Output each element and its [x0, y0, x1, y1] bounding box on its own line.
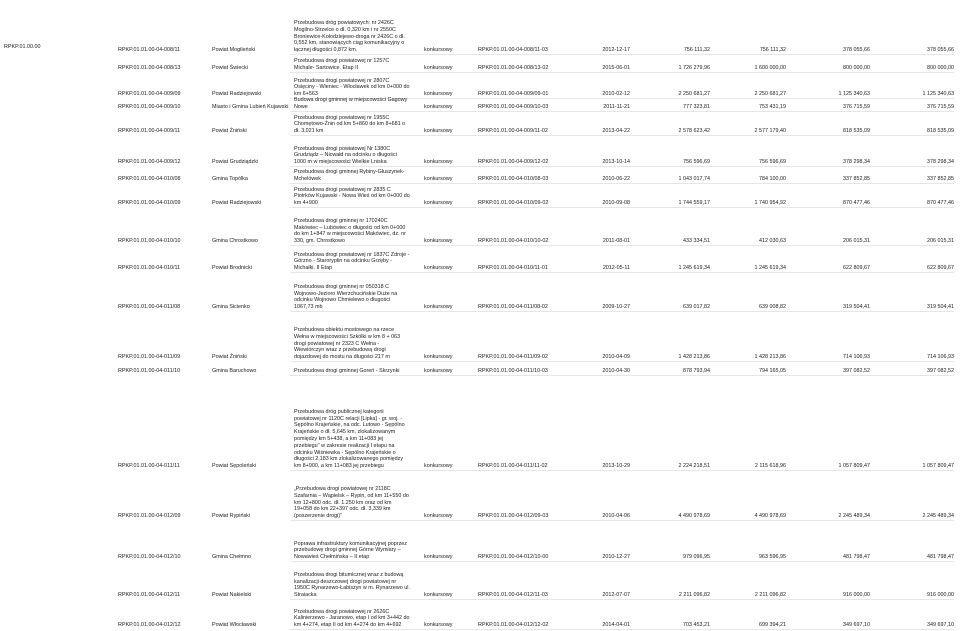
row-title: Przebudowa drogi powiatowej nr 2626C Kalinierzewo - Jaranowo, etap I od km 3+442 do km 4+274, etap II od km 4+274 do km 4+692	[294, 608, 410, 629]
row-mode: konkursowy	[424, 304, 453, 311]
row-total-value: 1 726 279,96	[678, 65, 710, 72]
row-erdf: 1 057 809,47	[922, 463, 954, 470]
row-contract: RPKP.01.01.00-04-010/10-02	[478, 238, 549, 245]
row-mode: konkursowy	[424, 128, 453, 135]
row-funding: 1 057 809,47	[838, 463, 870, 470]
row-code: RPKP.01.01.00-04-010/11	[118, 265, 181, 272]
row-applicant: Powiat Rypiński	[212, 513, 251, 520]
row-title: Przebudowa drogi powiatowej Nr 1380C Grudziądz – Nicwałd na odcinku o długości 1000 m w miejscowości Wielkie Lniska	[294, 145, 397, 166]
row-code: RPKP.01.01.00-04-009/10	[118, 104, 181, 111]
row-eligible-value: 2 115 618,96	[754, 463, 786, 470]
row-applicant: Powiat Świecki	[212, 65, 248, 72]
row-eligible-value: 699 394,21	[759, 622, 786, 629]
row-title: Przebudowa drogi powiatowej nr 1955C Chomętowo-Żnin od km 5+860 do km 8+681 o dł. 3,021 km	[294, 114, 406, 135]
row-funding: 870 477,46	[843, 200, 870, 207]
row-erdf: 319 504,41	[927, 304, 954, 311]
row-code: RPKP.01.01.00-04-011/09	[118, 354, 181, 361]
row-erdf: 714 106,93	[927, 354, 954, 361]
row-eligible-value: 412 030,63	[759, 238, 786, 245]
row-mode: konkursowy	[424, 65, 453, 72]
row-contract: RPKP.01.01.00-04-008/11-03	[478, 47, 548, 54]
row-mode: konkursowy	[424, 354, 453, 361]
row-title: Przebudowa drogi powiatowej nr 1257C Michale- Sartowice. Etap II	[294, 58, 390, 72]
row-date: 2010-02-12	[602, 91, 630, 98]
row-code: RPKP.01.01.00-04-012/11	[118, 592, 181, 599]
row-erdf: 206 015,31	[927, 238, 954, 245]
row-applicant: Powiat Sępoleński	[212, 463, 257, 470]
row-eligible-value: 756 111,32	[759, 47, 786, 54]
row-mode: konkursowy	[424, 91, 453, 98]
row-erdf: 622 809,67	[927, 265, 954, 272]
row-contract: RPKP.01.01.00-04-010/09-02	[478, 200, 549, 207]
row-date: 2013-10-29	[602, 463, 630, 470]
row-erdf: 916 000,00	[927, 592, 954, 599]
row-mode: konkursowy	[424, 265, 453, 272]
row-eligible-value: 4 490 978,69	[754, 513, 786, 520]
row-erdf: 2 245 489,34	[922, 513, 954, 520]
row-eligible-value: 784 100,00	[759, 176, 786, 183]
row-funding: 916 000,00	[843, 592, 870, 599]
row-contract: RPKP.01.01.00-04-008/13-02	[478, 65, 549, 72]
row-eligible-value: 2 250 681,27	[754, 91, 786, 98]
row-funding: 714 106,93	[843, 354, 870, 361]
row-funding: 349 697,10	[843, 622, 870, 629]
row-code: RPKP.01.01.00-04-012/12	[118, 622, 181, 629]
row-title: Przebudowa drogi powiatowej nr 1837C Zdroje - Górzno - Staroryplin na odcinku Grzęby - Michałki. II Etap	[294, 251, 410, 272]
row-total-value: 878 793,94	[683, 368, 710, 375]
row-erdf: 378 055,66	[927, 47, 954, 54]
row-applicant: Powiat Żniński	[212, 354, 247, 361]
row-mode: konkursowy	[424, 554, 453, 561]
row-date: 2011-08-01	[602, 238, 630, 245]
row-mode: konkursowy	[424, 104, 453, 111]
row-date: 2014-04-01	[602, 622, 630, 629]
row-date: 2013-10-14	[602, 159, 630, 166]
row-divider	[290, 629, 954, 630]
row-code: RPKP.01.01.00-04-010/09	[118, 200, 181, 207]
row-applicant: Powiat Mogileński	[212, 47, 256, 54]
row-eligible-value: 1 428 213,86	[754, 354, 786, 361]
row-funding: 397 082,52	[843, 368, 870, 375]
row-total-value: 639 017,82	[683, 304, 710, 311]
row-total-value: 1 428 213,86	[678, 354, 710, 361]
row-date: 2010-04-06	[602, 513, 630, 520]
row-total-value: 1 245 619,34	[678, 265, 710, 272]
row-contract: RPKP.01.01.00-04-010/08-03	[478, 176, 549, 183]
row-funding: 376 715,59	[843, 104, 870, 111]
row-contract: RPKP.01.01.00-04-009/10-03	[478, 104, 549, 111]
row-erdf: 337 852,85	[927, 176, 954, 183]
row-applicant: Gmina Chełmno	[212, 554, 251, 561]
side-label: RPKP.01.00.00	[4, 44, 41, 50]
row-title: Przebudowa drogi gminnej nr 050318 C Wojnowo-Jezioro Wierzchucińskie Duże na odcinku Wojnowo Chmielewo o długości 1067,73 mb	[294, 283, 398, 311]
row-applicant: Powiat Radziejowski	[212, 200, 262, 207]
row-eligible-value: 1 600 000,00	[754, 65, 786, 72]
row-applicant: Gmina Topólka	[212, 176, 248, 183]
row-contract: RPKP.01.01.00-04-010/11-01	[478, 265, 548, 272]
row-total-value: 2 224 218,51	[678, 463, 710, 470]
row-eligible-value: 1 245 619,34	[754, 265, 786, 272]
row-date: 2010-04-09	[602, 354, 630, 361]
row-erdf: 818 535,09	[927, 128, 954, 135]
row-funding: 1 125 340,63	[838, 91, 870, 98]
row-title: Przebudowa dróg publicznej kategorii powiatowej nr 1120C relacji [Lipka] - gr. woj. - Sępólno Krajeńskie, na odc. Lutowo - Sępólno Krajeńskie o dł. 5,645 km, zlokalizowanym pomiędzy km 5+438, a km 11+083 jej przebiegu" w zakresie realizacji I etapu na odcinku Wiśniewka - Sępólno Krajeńskie o długości 2,183 km zlokalizowanego pomiędzy km 8+900, a km 11+083 jej przebiegu	[294, 408, 405, 470]
row-funding: 337 852,85	[843, 176, 870, 183]
row-funding: 818 535,09	[843, 128, 870, 135]
row-code: RPKP.01.01.00-04-009/09	[118, 91, 181, 98]
row-contract: RPKP.01.01.00-04-011/08-02	[478, 304, 548, 311]
row-applicant: Powiat Brodnicki	[212, 265, 252, 272]
row-funding: 378 298,34	[843, 159, 870, 166]
row-code: RPKP.01.01.00-04-009/11	[118, 128, 181, 135]
row-applicant: Gmina Sicienko	[212, 304, 250, 311]
row-mode: konkursowy	[424, 238, 453, 245]
row-contract: RPKP.01.01.00-04-012/11-03	[478, 592, 548, 599]
row-mode: konkursowy	[424, 513, 453, 520]
row-total-value: 1 043 017,74	[678, 176, 710, 183]
row-funding: 622 809,67	[843, 265, 870, 272]
row-total-value: 1 744 559,17	[678, 200, 710, 207]
row-erdf: 1 125 340,63	[922, 91, 954, 98]
row-eligible-value: 2 211 096,82	[754, 592, 786, 599]
row-contract: RPKP.01.01.00-04-011/10-03	[478, 368, 548, 375]
row-code: RPKP.01.01.00-04-012/10	[118, 554, 181, 561]
row-title: Poprawa infrastruktury komunikacyjnej poprzez przebudowę drogi gminnej Górne Wymiary – Nowawieś Chełmińska – II etap	[294, 540, 407, 561]
row-applicant: Powiat Grudziądzki	[212, 159, 259, 166]
row-eligible-value: 753 431,19	[759, 104, 786, 111]
row-total-value: 777 323,81	[683, 104, 710, 111]
row-total-value: 2 250 681,27	[678, 91, 710, 98]
row-erdf: 376 715,59	[927, 104, 954, 111]
row-funding: 378 055,66	[843, 47, 870, 54]
row-code: RPKP.01.01.00-04-012/09	[118, 513, 181, 520]
row-code: RPKP.01.01.00-04-008/13	[118, 65, 181, 72]
row-funding: 319 504,41	[843, 304, 870, 311]
row-contract: RPKP.01.01.00-04-009/11-02	[478, 128, 548, 135]
row-title: Przebudowa drogi gminnej Rybiny-Głuszynek-Mchelówek	[294, 169, 405, 183]
row-date: 2012-05-11	[602, 265, 630, 272]
row-mode: konkursowy	[424, 463, 453, 470]
row-mode: konkursowy	[424, 47, 453, 54]
row-date: 2011-11-21	[603, 104, 630, 111]
row-contract: RPKP.01.01.00-04-009/09-01	[478, 91, 549, 98]
row-code: RPKP.01.01.00-04-011/10	[118, 368, 181, 375]
row-contract: RPKP.01.01.00-04-012/09-03	[478, 513, 549, 520]
row-title: Przebudowa dróg powiatowych: nr 2426C Mogilno-Strzelce o dł. 0,320 km i nr 2550C Broniewice-Kołodziejewo-droga nr 2426C o dł. 0,552 km, stanowiących ciąg komunikacyjny o łącznej długości 0,872 km.	[294, 20, 405, 54]
row-code: RPKP.01.01.00-04-011/08	[118, 304, 181, 311]
row-applicant: Miasto i Gmina Lubień Kujawski	[212, 104, 289, 111]
row-applicant: Powiat Nakielski	[212, 592, 252, 599]
row-funding: 481 798,47	[843, 554, 870, 561]
row-date: 2010-12-27	[602, 554, 630, 561]
row-applicant: Powiat Radziejowski	[212, 91, 262, 98]
row-total-value: 756 596,69	[683, 159, 710, 166]
row-total-value: 4 490 978,69	[678, 513, 710, 520]
row-contract: RPKP.01.01.00-04-012/10-00	[478, 554, 549, 561]
row-eligible-value: 963 596,95	[759, 554, 786, 561]
row-eligible-value: 794 165,05	[759, 368, 786, 375]
row-mode: konkursowy	[424, 368, 453, 375]
row-applicant: Powiat Włocławski	[212, 622, 257, 629]
row-erdf: 481 798,47	[927, 554, 954, 561]
row-mode: konkursowy	[424, 592, 453, 599]
row-title: Przebudowa obiektu mostowego na rzece Wełna w miejscowości Szkółki w km 8 + 063 drogi powiatowej nr 2323 C Wełna - Wiewiórczyn wraz z przebudową drogi dojazdowej do mostu na długości 217 m	[294, 327, 401, 361]
row-contract: RPKP.01.01.00-04-011/11-02	[478, 463, 548, 470]
row-date: 2012-07-07	[602, 592, 630, 599]
row-title: Budowa drogi gminnej w miejscowości Gagowy Nowe	[294, 97, 408, 111]
row-code: RPKP.01.01.00-04-011/11	[118, 463, 180, 470]
row-applicant: Gmina Baruchowo	[212, 368, 257, 375]
row-eligible-value: 639 008,82	[759, 304, 786, 311]
row-code: RPKP.01.01.00-04-010/08	[118, 176, 181, 183]
row-erdf: 800 000,00	[927, 65, 954, 72]
row-title: „Przebudowa drogi powiatowej nr 2118C Szafarnia – Wąpielsk – Rypin, od km 11+550 do km 12+800 odc. dł. 1.250 km oraz od km 19+058 do km 22+397 odc. dł. 3,339 km (poszerzenie drogi)”	[294, 486, 409, 520]
row-total-value: 703 453,21	[683, 622, 710, 629]
row-total-value: 2 578 623,42	[678, 128, 710, 135]
row-title: Przebudowa drogi powiatowej nr 2807C Osięciny - Wieniec - Włocławek od km 0+000 do km 6+563	[294, 77, 410, 98]
row-date: 2009-10-27	[602, 304, 630, 311]
row-code: RPKP.01.01.00-04-008/11	[118, 47, 181, 54]
row-erdf: 870 477,46	[927, 200, 954, 207]
row-title: Przebudowa drogi powiatowej nr 2835 C Piotrków Kujawski - Nowa Wieś od km 0+000 do km 4+900	[294, 186, 410, 207]
row-mode: konkursowy	[424, 159, 453, 166]
row-mode: konkursowy	[424, 176, 453, 183]
row-erdf: 397 082,52	[927, 368, 954, 375]
row-funding: 800 000,00	[843, 65, 870, 72]
row-funding: 206 015,31	[843, 238, 870, 245]
row-eligible-value: 756 596,69	[759, 159, 786, 166]
row-total-value: 433 334,51	[683, 238, 710, 245]
row-eligible-value: 1 740 954,92	[754, 200, 786, 207]
row-code: RPKP.01.01.00-04-009/12	[118, 159, 181, 166]
row-date: 2010-09-08	[602, 200, 630, 207]
row-date: 2010-04-30	[602, 368, 630, 375]
row-total-value: 979 096,95	[683, 554, 710, 561]
row-erdf: 349 697,10	[927, 622, 954, 629]
row-date: 2012-12-17	[602, 47, 630, 54]
row-total-value: 2 211 096,82	[678, 592, 710, 599]
row-date: 2010-06-22	[602, 176, 630, 183]
row-title: Przebudowa drogi gminnej nr 170240C Makówiec – Lubówiec o długości od km 0+000 do km 1+847 w miejscowości Makówiec, dz. nr 330, gm. Chrostkowo	[294, 217, 406, 245]
row-date: 2015-06-01	[602, 65, 630, 72]
row-code: RPKP.01.01.00-04-010/10	[118, 238, 181, 245]
row-mode: konkursowy	[424, 622, 453, 629]
row-mode: konkursowy	[424, 200, 453, 207]
row-contract: RPKP.01.01.00-04-009/12-02	[478, 159, 549, 166]
row-contract: RPKP.01.01.00-04-011/09-02	[478, 354, 548, 361]
row-funding: 2 245 489,34	[838, 513, 870, 520]
row-total-value: 756 111,32	[683, 47, 710, 54]
row-date: 2013-04-22	[602, 128, 630, 135]
row-contract: RPKP.01.01.00-04-012/12-02	[478, 622, 549, 629]
row-title: Przebudowa drogi gminnej Goreń - Skrzynki	[294, 368, 400, 375]
row-erdf: 378 298,34	[927, 159, 954, 166]
row-eligible-value: 2 577 179,40	[754, 128, 786, 135]
row-title: Przebudowa drogi bitumicznej wraz z budową kanalizacji deszczowej drogi powiatowej nr 1950C Rynarzewo-Łabiszyn w m. Rynarzewo ul. Straiacka	[294, 571, 410, 599]
row-applicant: Powiat Żniński	[212, 128, 247, 135]
row-applicant: Gmina Chrostkowo	[212, 238, 258, 245]
